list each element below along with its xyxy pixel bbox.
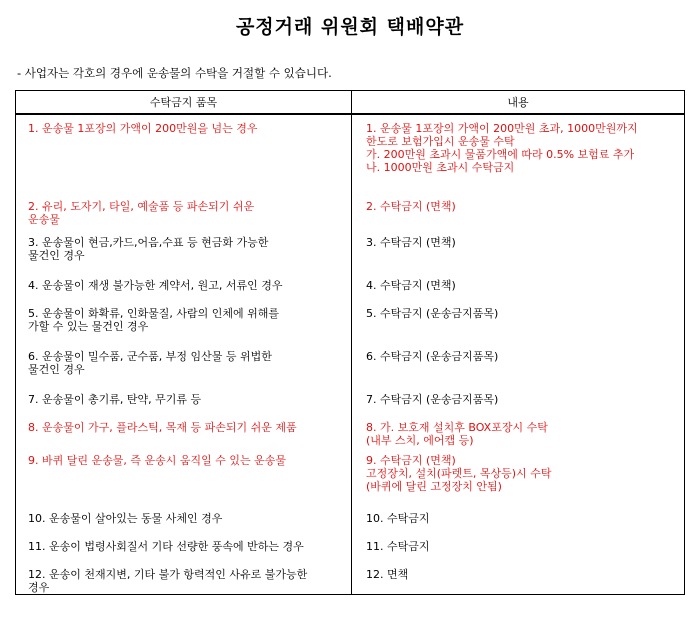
prohibited-items-table (15, 90, 685, 595)
table-row-item: 1. 운송물 1포장의 가액이 200만원을 넘는 경우 (28, 122, 258, 135)
table-row-item: 10. 운송물이 살아있는 동물 사체인 경우 (28, 512, 223, 525)
table-row-content: 9. 수탁금지 (면책) 고정장치, 설치(파렛트, 목상등)시 수탁 (바퀴에 달린 고정장치 안됨) (366, 454, 552, 493)
table-row-item: 2. 유리, 도자기, 타일, 예술품 등 파손되기 쉬운 운송물 (28, 200, 255, 226)
table-row-content: 5. 수탁금지 (운송금지품목) (366, 307, 499, 320)
table-row-item: 5. 운송물이 화확류, 인화물질, 사람의 인체에 위해를 가할 수 있는 물건인 경우 (28, 307, 279, 333)
table-row-item: 8. 운송물이 가구, 플라스틱, 목재 등 파손되기 쉬운 제품 (28, 421, 297, 434)
table-body-row (16, 114, 685, 595)
table-row-item: 3. 운송물이 현금,카드,어음,수표 등 현금화 가능한 물건인 경우 (28, 236, 269, 262)
table-row-item: 12. 운송이 천재지변, 기타 불가 항력적인 사유로 불가능한 경우 (28, 568, 308, 594)
table-header-row (16, 91, 685, 115)
table-row-item: 4. 운송물이 재생 불가능한 계약서, 원고, 서류인 경우 (28, 279, 283, 292)
table-row-content: 8. 가. 보호재 설치후 BOX포장시 수탁 (내부 스치, 에어캡 등) (366, 421, 548, 447)
table-row-content: 3. 수탁금지 (면책) (366, 236, 456, 249)
table-row-item: 11. 운송이 법령사회질서 기타 선량한 풍속에 반하는 경우 (28, 540, 304, 553)
table-row-content: 7. 수탁금지 (운송금지품목) (366, 393, 499, 406)
table-row-content: 2. 수탁금지 (면책) (366, 200, 456, 213)
table-row-item: 6. 운송물이 밀수품, 군수품, 부정 임산물 등 위법한 물건인 경우 (28, 350, 272, 376)
table-row-content: 10. 수탁금지 (366, 512, 430, 525)
table-row-item: 9. 바퀴 달린 운송물, 즉 운송시 움직일 수 있는 운송물 (28, 454, 286, 467)
table-row-content: 11. 수탁금지 (366, 540, 430, 553)
content-column (352, 114, 685, 595)
item-column (16, 114, 352, 595)
table-row-content: 1. 운송물 1포장의 가액이 200만원 초과, 1000만원까지 한도로 보험가입시 운송물 수탁 가. 200만원 초과시 물품가액에 따라 0.5% 보험료 추가 나. 1000만원 초과시 수탁금지 (366, 122, 638, 174)
table-row-item: 7. 운송물이 총기류, 탄약, 무기류 등 (28, 393, 202, 406)
header-content: 내용 (352, 91, 685, 115)
intro-note: - 사업자는 각호의 경우에 운송물의 수탁을 거절할 수 있습니다. (17, 66, 332, 80)
table-row-content: 6. 수탁금지 (운송금지품목) (366, 350, 499, 363)
page-title: 공정거래 위원회 택배약관 (235, 16, 465, 38)
header-prohibited-items: 수탁금지 품목 (16, 91, 352, 115)
table-row-content: 4. 수탁금지 (면책) (366, 279, 456, 292)
table-row-content: 12. 면책 (366, 568, 409, 581)
